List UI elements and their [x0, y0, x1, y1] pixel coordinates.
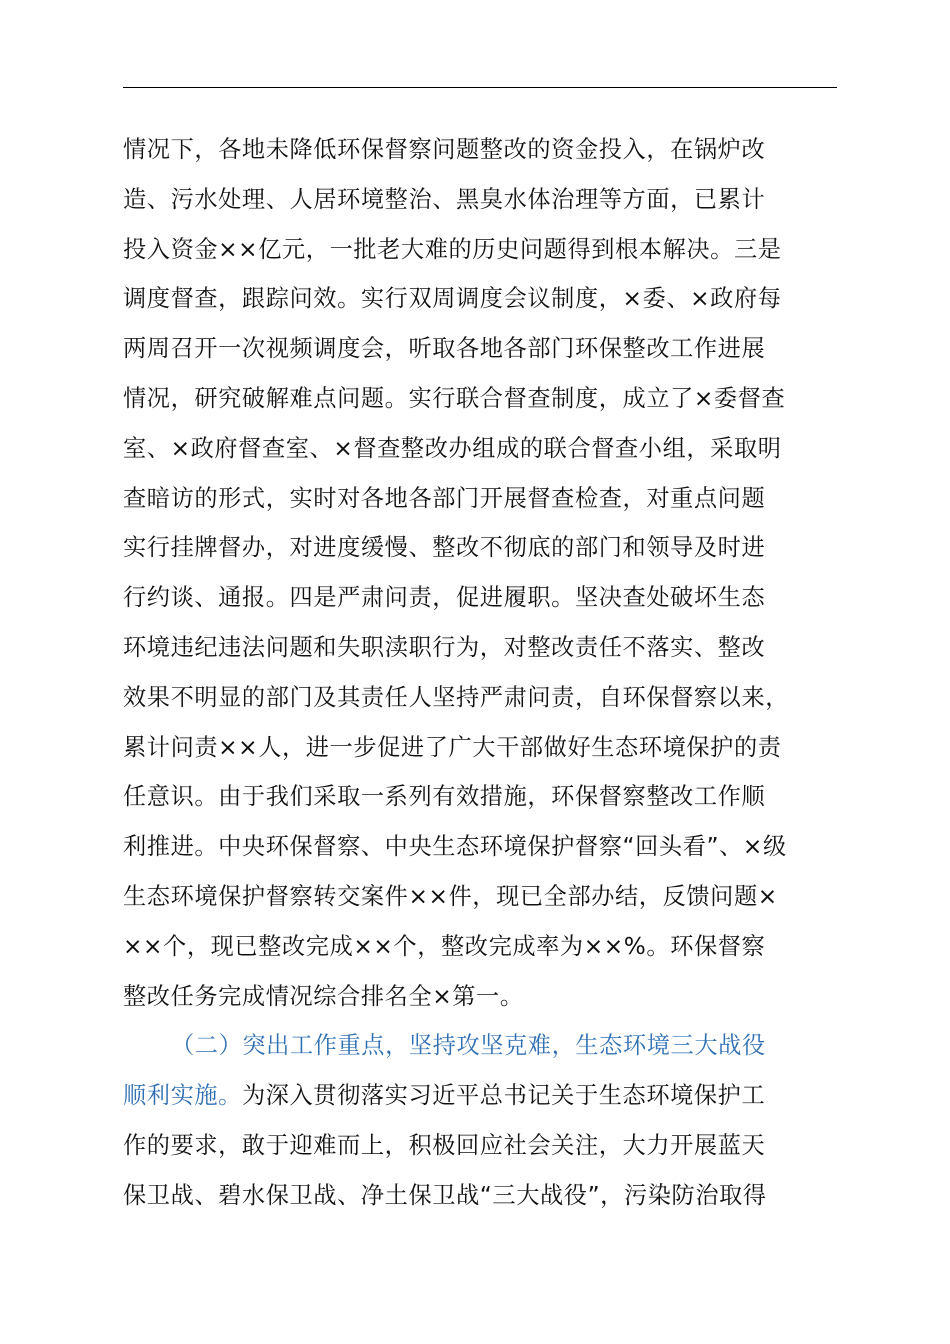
- section-heading-end: 顺利实施。: [123, 1082, 242, 1110]
- section-heading: （二）突出工作重点，坚持攻坚克难，生态环境三大战役: [171, 1032, 766, 1060]
- text-line: 调度督查，跟踪问效。实行双周调度会议制度，×委、×政府每: [123, 285, 782, 313]
- section-text: 为深入贯彻落实习近平总书记关于生态环境保护工: [241, 1082, 766, 1110]
- header-rule: [123, 87, 837, 88]
- text-line: 作的要求，敢于迎难而上，积极回应社会关注，大力开展蓝天: [123, 1131, 766, 1159]
- text-line: 情况，研究破解难点问题。实行联合督查制度，成立了×委督查: [123, 384, 786, 412]
- text-line: 室、×政府督查室、×督查整改办组成的联合督查小组，采取明: [123, 434, 782, 462]
- text-line: ××个，现已整改完成××个，整改完成率为××%。环保督察: [123, 932, 766, 960]
- text-line: 情况下，各地未降低环保督察问题整改的资金投入，在锅炉改: [123, 136, 766, 163]
- body-text: [123, 125, 863, 1221]
- text-line: 行约谈、通报。四是严肃问责，促进履职。坚决查处破坏生态: [123, 584, 766, 612]
- text-line: 查暗访的形式，实时对各地各部门开展督查检查，对重点问题: [123, 484, 766, 512]
- text-line: 造、污水处理、人居环境整治、黑臭水体治理等方面，已累计: [123, 185, 766, 213]
- text-line: 任意识。由于我们采取一系列有效措施，环保督察整改工作顺: [123, 783, 766, 811]
- text-line: 两周召开一次视频调度会，听取各地各部门环保整改工作进展: [123, 335, 766, 363]
- text-line: 效果不明显的部门及其责任人坚持严肃问责，自环保督察以来，: [123, 683, 790, 711]
- text-line: 生态环境保护督察转交案件××件，现已全部办结，反馈问题×: [123, 882, 778, 910]
- text-line: 保卫战、碧水保卫战、净土保卫战“三大战役”，污染防治取得: [123, 1181, 767, 1209]
- text-line: 累计问责××人，进一步促进了广大干部做好生态环境保护的责: [123, 733, 782, 761]
- text-line: 投入资金××亿元，一批老大难的历史问题得到根本解决。三是: [123, 235, 782, 263]
- text-line: 利推进。中央环保督察、中央生态环境保护督察“回头看”、×级: [123, 833, 787, 861]
- text-line: 实行挂牌督办，对进度缓慢、整改不彻底的部门和领导及时进: [123, 534, 766, 562]
- text-line: 整改任务完成情况综合排名全×第一。: [123, 982, 524, 1010]
- text-line: 环境违纪违法问题和失职渎职行为，对整改责任不落实、整改: [123, 633, 766, 661]
- section-heading-continuation-line: [123, 1071, 863, 1121]
